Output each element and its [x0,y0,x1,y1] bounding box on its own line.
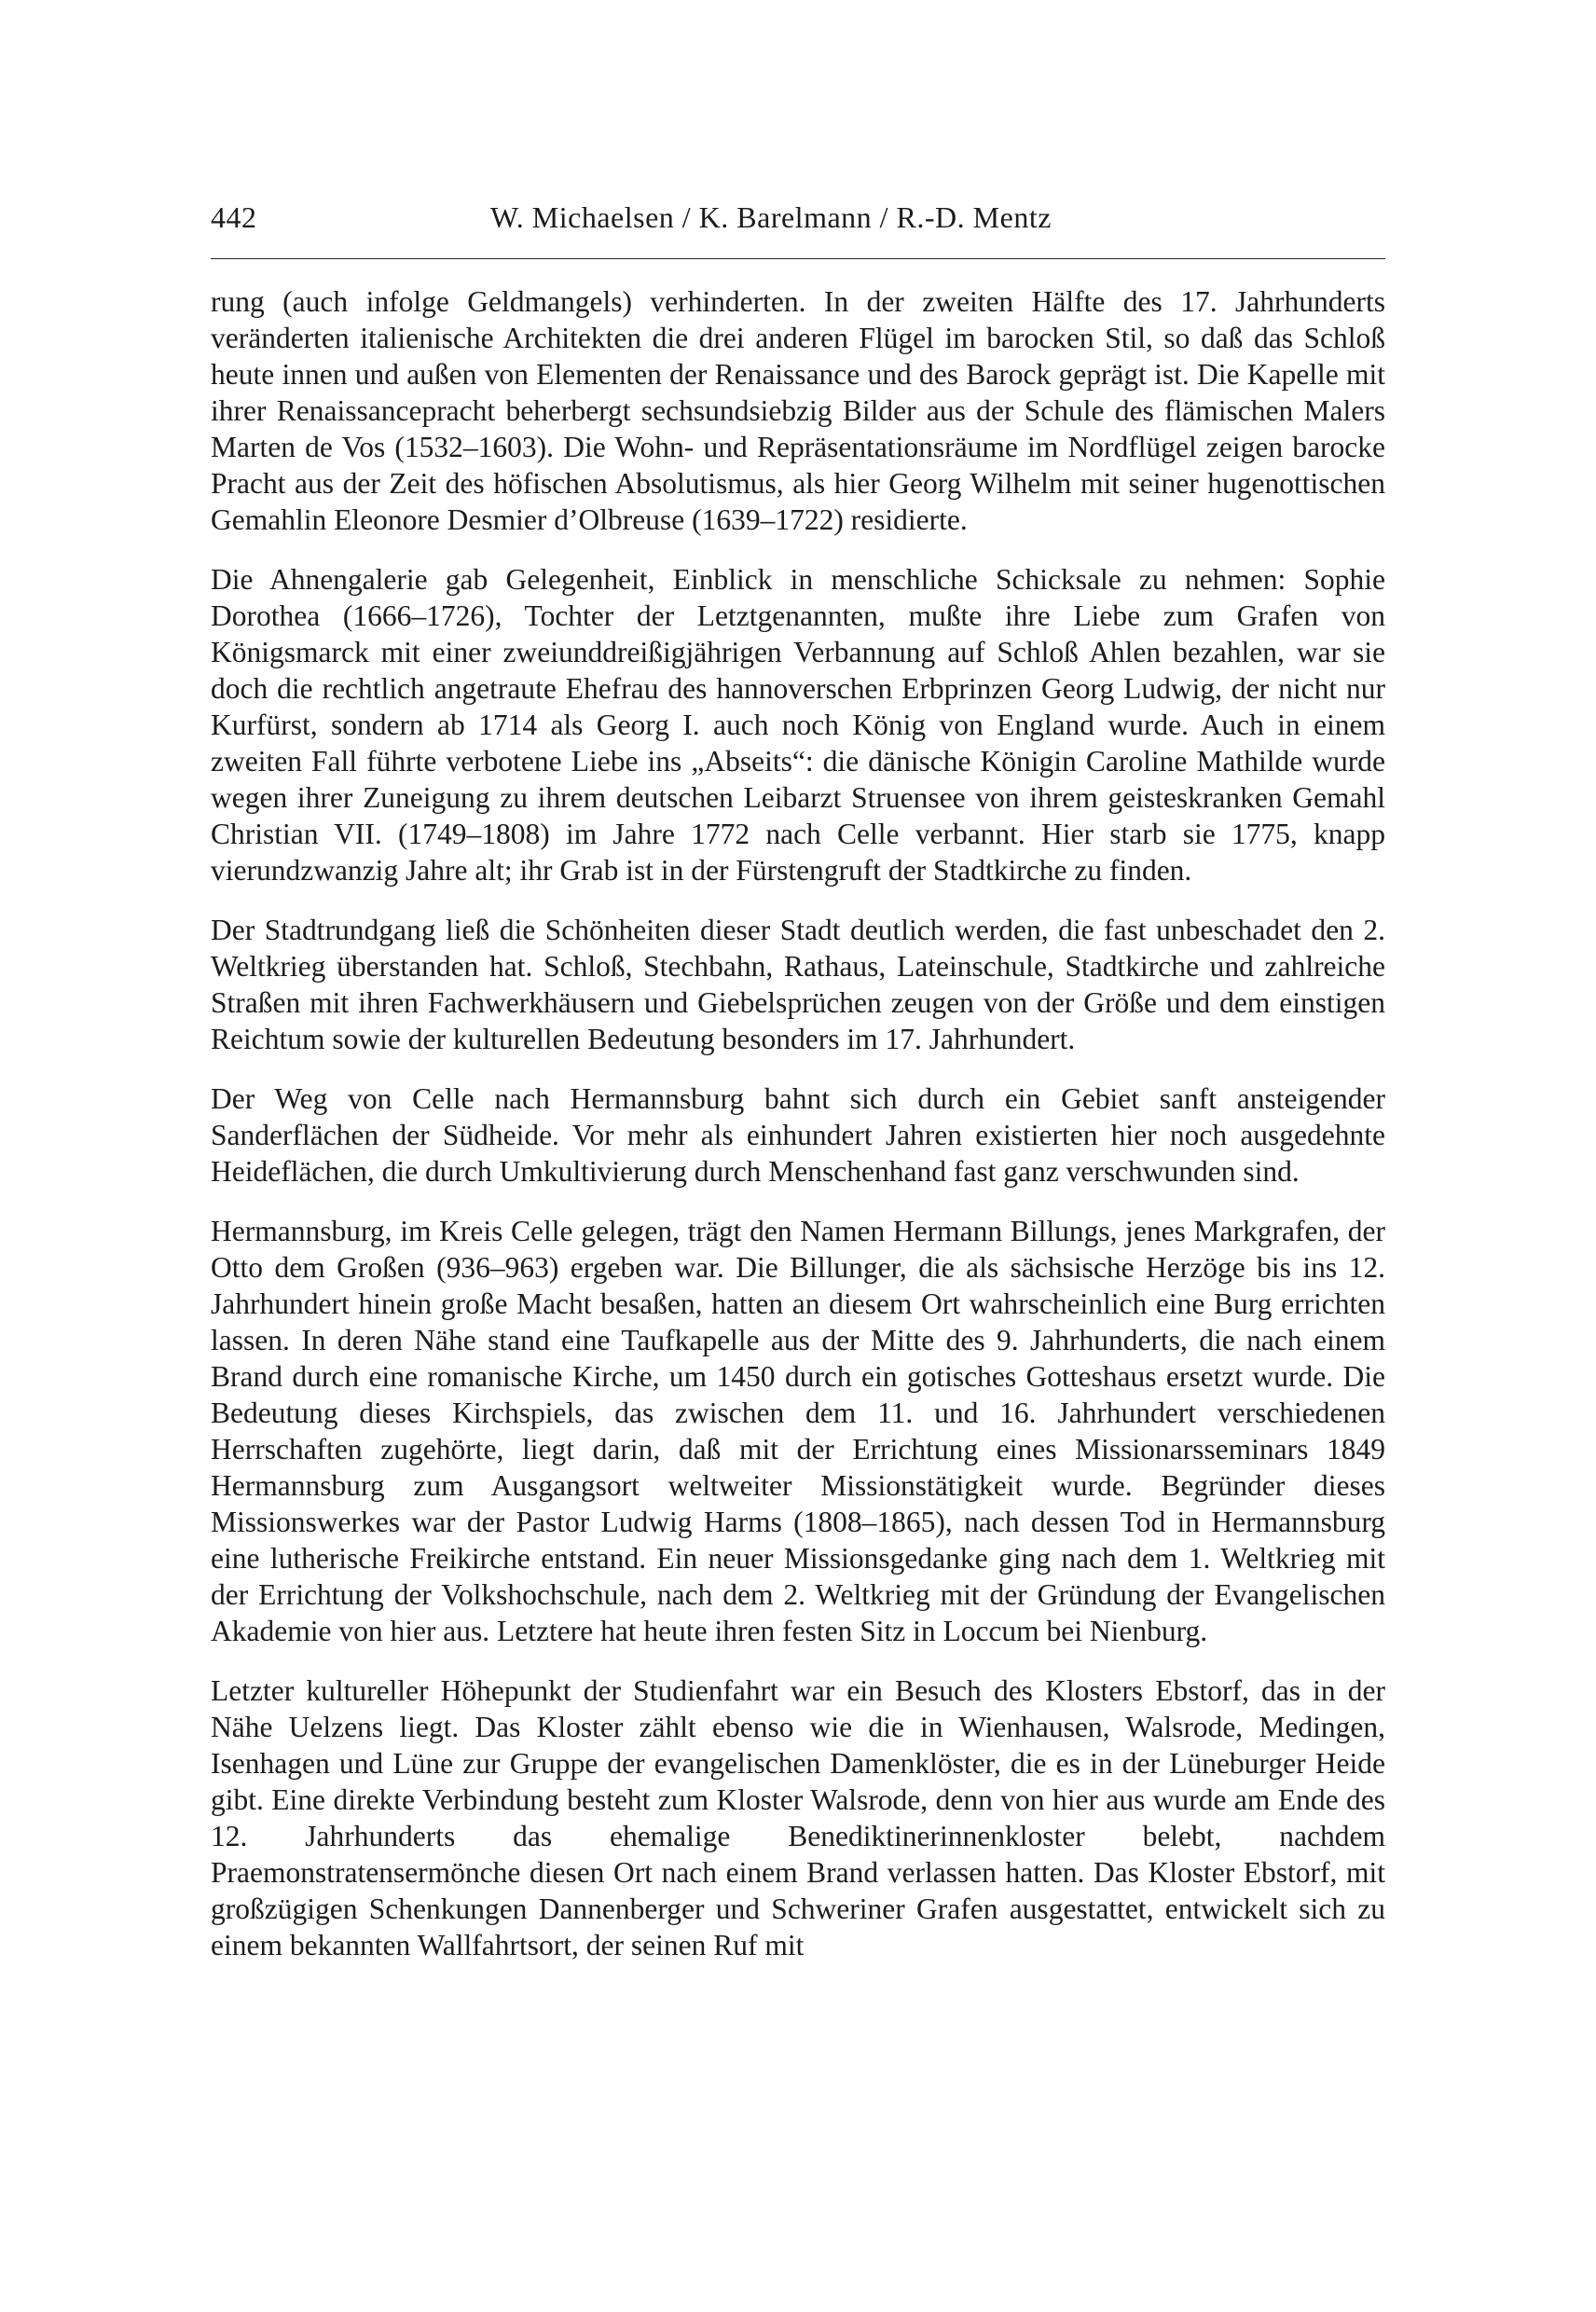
page-number: 442 [211,200,257,234]
paragraph-6: Letzter kultureller Höhepunkt der Studienfahrt war ein Besuch des Klosters Ebstorf, das in der Nähe Uelzens liegt. Das Kloster zählt ebenso wie die in Wienhausen, Walsrode, Medingen, Isenhagen und Lüne zur Gruppe der evangelischen Damenklöster, die es in der Lüneburger Heide gibt. Eine direkte Verbindung besteht zum Kloster Walsrode, denn von hier aus wurde am Ende des 12. Jahrhunderts das ehemalige Benediktinerinnenkloster belebt, nachdem Praemonstratensermönche diesen Ort nach einem Brand verlassen hatten. Das Kloster Ebstorf, mit großzügigen Schenkungen Dannenberger und Schweriner Grafen ausgestattet, entwickelt sich zu einem bekannten Wallfahrtsort, der seinen Ruf mit [211,1674,1385,1961]
header-rule [211,258,1385,259]
body-text [211,283,1385,1963]
paragraph-2: Die Ahnengalerie gab Gelegenheit, Einblick in menschliche Schicksale zu nehmen: Sophie Dorothea (1666–1726), Tochter der Letztgenannten, mußte ihre Liebe zum Grafen von Königsmarck mit einer zweiunddreißigjährigen Verbannung auf Schloß Ahlen bezahlen, war sie doch die rechtlich angetraute Ehefrau des hannoverschen Erbprinzen Georg Ludwig, der nicht nur Kurfürst, sondern ab 1714 als Georg I. auch noch König von England wurde. Auch in einem zweiten Fall führte verbotene Liebe ins „Abseits“: die dänische Königin Caroline Mathilde wurde wegen ihrer Zuneigung zu ihrem deutschen Leibarzt Struensee von ihrem geisteskranken Gemahl Christian VII. (1749–1808) im Jahre 1772 nach Celle verbannt. Hier starb sie 1775, knapp vierundzwanzig Jahre alt; ihr Grab ist in der Fürstengruft der Stadtkirche zu finden. [211,563,1385,887]
paragraph-3: Der Stadtrundgang ließ die Schönheiten dieser Stadt deutlich werden, die fast unbeschadet den 2. Weltkrieg überstanden hat. Schloß, Stechbahn, Rathaus, Lateinschule, Stadtkirche und zahlreiche Straßen mit ihren Fachwerkhäusern und Giebelsprüchen zeugen von der Größe und dem einstigen Reichtum sowie der kulturellen Bedeutung besonders im 17. Jahrhundert. [211,914,1385,1055]
running-title: W. Michaelsen / K. Barelmann / R.-D. Mentz [490,200,1052,234]
running-head [211,200,1385,245]
paragraph-4: Der Weg von Celle nach Hermannsburg bahnt sich durch ein Gebiet sanft ansteigender Sanderflächen der Südheide. Vor mehr als einhundert Jahren existierten hier noch ausgedehnte Heideflächen, die durch Umkultivierung durch Menschenhand fast ganz verschwunden sind. [211,1082,1385,1188]
document-page [211,200,1385,1987]
paragraph-5: Hermannsburg, im Kreis Celle gelegen, trägt den Namen Hermann Billungs, jenes Markgrafen, der Otto dem Großen (936–963) ergeben war. Die Billunger, die als sächsische Herzöge bis ins 12. Jahrhundert hinein große Macht besaßen, hatten an diesem Ort wahrscheinlich eine Burg errichten lassen. In deren Nähe stand eine Taufkapelle aus der Mitte des 9. Jahrhunderts, die nach einem Brand durch eine romanische Kirche, um 1450 durch ein gotisches Gotteshaus ersetzt wurde. Die Bedeutung dieses Kirchspiels, das zwischen dem 11. und 16. Jahrhundert verschiedenen Herrschaften zugehörte, liegt darin, daß mit der Errichtung eines Missionarsseminars 1849 Hermannsburg zum Ausgangsort weltweiter Missionstätigkeit wurde. Begründer dieses Missionswerkes war der Pastor Ludwig Harms (1808–1865), nach dessen Tod in Hermannsburg eine lutherische Freikirche entstand. Ein neuer Missionsgedanke ging nach dem 1. Weltkrieg mit der Errichtung der Volkshochschule, nach dem 2. Weltkrieg mit der Gründung der Evangelischen Akademie von hier aus. Letztere hat heute ihren festen Sitz in Loccum bei Nienburg. [211,1215,1385,1647]
paragraph-1: rung (auch infolge Geldmangels) verhinderten. In der zweiten Hälfte des 17. Jahrhunderts veränderten italienische Architekten die drei anderen Flügel im barocken Stil, so daß das Schloß heute innen und außen von Elementen der Renaissance und des Barock geprägt ist. Die Kapelle mit ihrer Renaissancepracht beherbergt sechsundsiebzig Bilder aus der Schule des flämischen Malers Marten de Vos (1532–1603). Die Wohn- und Repräsentationsräume im Nordflügel zeigen barocke Pracht aus der Zeit des höfischen Absolutismus, als hier Georg Wilhelm mit seiner hugenottischen Gemahlin Eleonore Desmier d’Olbreuse (1639–1722) residierte. [211,285,1385,536]
